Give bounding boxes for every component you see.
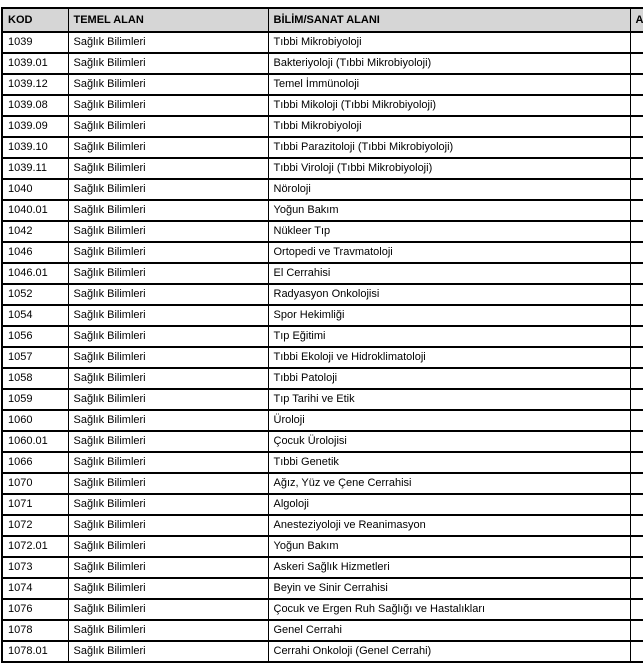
kod-cell: 1046.01	[2, 263, 68, 284]
clipped-cell	[630, 158, 643, 179]
column-header-clipped: A	[630, 8, 643, 32]
table-row	[2, 305, 643, 326]
clipped-cell	[630, 536, 643, 557]
column-header-temel-alan: TEMEL ALAN	[68, 8, 268, 32]
temel-alan-cell: Sağlık Bilimleri	[68, 494, 268, 515]
table-row	[2, 137, 643, 158]
clipped-cell	[630, 452, 643, 473]
bilim-sanat-alani-cell: Anesteziyoloji ve Reanimasyon	[268, 515, 630, 536]
kod-cell: 1071	[2, 494, 68, 515]
kod-cell: 1076	[2, 599, 68, 620]
column-header-bilim-sanat-alani: BİLİM/SANAT ALANI	[268, 8, 630, 32]
table-row	[2, 32, 643, 53]
clipped-cell	[630, 74, 643, 95]
table-row	[2, 536, 643, 557]
kod-cell: 1056	[2, 326, 68, 347]
table-row	[2, 242, 643, 263]
clipped-cell	[630, 599, 643, 620]
table-row	[2, 431, 643, 452]
table-header	[2, 8, 643, 32]
temel-alan-cell: Sağlık Bilimleri	[68, 158, 268, 179]
table-row	[2, 158, 643, 179]
table-row	[2, 221, 643, 242]
table-row	[2, 410, 643, 431]
clipped-cell	[630, 347, 643, 368]
temel-alan-cell: Sağlık Bilimleri	[68, 431, 268, 452]
kod-cell: 1039.01	[2, 53, 68, 74]
temel-alan-cell: Sağlık Bilimleri	[68, 53, 268, 74]
table-row	[2, 557, 643, 578]
clipped-cell	[630, 557, 643, 578]
kod-cell: 1072.01	[2, 536, 68, 557]
kod-cell: 1040	[2, 179, 68, 200]
table-row	[2, 494, 643, 515]
bilim-sanat-alani-cell: Tıbbi Ekoloji ve Hidroklimatoloji	[268, 347, 630, 368]
table-row	[2, 74, 643, 95]
clipped-cell	[630, 410, 643, 431]
bilim-sanat-alani-cell: Radyasyon Onkolojisi	[268, 284, 630, 305]
column-header-kod: KOD	[2, 8, 68, 32]
table-row	[2, 200, 643, 221]
kod-cell: 1039.10	[2, 137, 68, 158]
temel-alan-cell: Sağlık Bilimleri	[68, 74, 268, 95]
table-row	[2, 95, 643, 116]
table-row	[2, 326, 643, 347]
temel-alan-cell: Sağlık Bilimleri	[68, 179, 268, 200]
table-row	[2, 473, 643, 494]
bilim-sanat-alani-cell: Ağız, Yüz ve Çene Cerrahisi	[268, 473, 630, 494]
bilim-sanat-alani-cell: Algoloji	[268, 494, 630, 515]
kod-cell: 1070	[2, 473, 68, 494]
table-row	[2, 641, 643, 662]
temel-alan-cell: Sağlık Bilimleri	[68, 578, 268, 599]
bilim-sanat-alani-cell: Tıbbi Mikrobiyoloji	[268, 116, 630, 137]
kod-cell: 1074	[2, 578, 68, 599]
clipped-cell	[630, 116, 643, 137]
bilim-sanat-alani-cell: Cerrahi Onkoloji (Genel Cerrahi)	[268, 641, 630, 662]
table-row	[2, 368, 643, 389]
temel-alan-cell: Sağlık Bilimleri	[68, 326, 268, 347]
table-body	[2, 32, 643, 662]
clipped-cell	[630, 221, 643, 242]
header-row	[2, 8, 643, 32]
bilim-sanat-alani-cell: Spor Hekimliği	[268, 305, 630, 326]
table-row	[2, 284, 643, 305]
temel-alan-cell: Sağlık Bilimleri	[68, 221, 268, 242]
clipped-cell	[630, 242, 643, 263]
bilim-sanat-alani-cell: Genel Cerrahi	[268, 620, 630, 641]
clipped-cell	[630, 494, 643, 515]
clipped-cell	[630, 389, 643, 410]
temel-alan-cell: Sağlık Bilimleri	[68, 368, 268, 389]
clipped-cell	[630, 53, 643, 74]
temel-alan-cell: Sağlık Bilimleri	[68, 473, 268, 494]
table-row	[2, 347, 643, 368]
table-row	[2, 578, 643, 599]
temel-alan-cell: Sağlık Bilimleri	[68, 410, 268, 431]
clipped-cell	[630, 326, 643, 347]
clipped-cell	[630, 95, 643, 116]
temel-alan-cell: Sağlık Bilimleri	[68, 347, 268, 368]
bilim-sanat-alani-cell: Tıbbi Viroloji (Tıbbi Mikrobiyoloji)	[268, 158, 630, 179]
temel-alan-cell: Sağlık Bilimleri	[68, 536, 268, 557]
table-row	[2, 389, 643, 410]
temel-alan-cell: Sağlık Bilimleri	[68, 32, 268, 53]
bilim-sanat-alani-cell: Çocuk Ürolojisi	[268, 431, 630, 452]
bilim-sanat-alani-cell: Askeri Sağlık Hizmetleri	[268, 557, 630, 578]
bilim-sanat-alani-cell: Yoğun Bakım	[268, 536, 630, 557]
kod-cell: 1039.12	[2, 74, 68, 95]
clipped-cell	[630, 515, 643, 536]
clipped-cell	[630, 305, 643, 326]
temel-alan-cell: Sağlık Bilimleri	[68, 242, 268, 263]
clipped-cell	[630, 32, 643, 53]
kod-cell: 1078.01	[2, 641, 68, 662]
kod-cell: 1039.09	[2, 116, 68, 137]
temel-alan-cell: Sağlık Bilimleri	[68, 389, 268, 410]
kod-cell: 1078	[2, 620, 68, 641]
bilim-sanat-alani-cell: Çocuk ve Ergen Ruh Sağlığı ve Hastalıkları	[268, 599, 630, 620]
clipped-cell	[630, 179, 643, 200]
clipped-cell	[630, 368, 643, 389]
kod-cell: 1058	[2, 368, 68, 389]
bilim-sanat-alani-cell: Ortopedi ve Travmatoloji	[268, 242, 630, 263]
bilim-sanat-alani-cell: Tıbbi Parazitoloji (Tıbbi Mikrobiyoloji)	[268, 137, 630, 158]
temel-alan-cell: Sağlık Bilimleri	[68, 263, 268, 284]
kod-cell: 1040.01	[2, 200, 68, 221]
clipped-cell	[630, 431, 643, 452]
clipped-cell	[630, 137, 643, 158]
kod-cell: 1060.01	[2, 431, 68, 452]
clipped-cell	[630, 578, 643, 599]
bilim-sanat-alani-cell: Temel İmmünoloji	[268, 74, 630, 95]
temel-alan-cell: Sağlık Bilimleri	[68, 200, 268, 221]
temel-alan-cell: Sağlık Bilimleri	[68, 599, 268, 620]
bilim-sanat-alani-cell: Nükleer Tıp	[268, 221, 630, 242]
bilim-sanat-alani-cell: Tıbbi Patoloji	[268, 368, 630, 389]
clipped-cell	[630, 200, 643, 221]
temel-alan-cell: Sağlık Bilimleri	[68, 284, 268, 305]
temel-alan-cell: Sağlık Bilimleri	[68, 641, 268, 662]
alan-kod-table	[1, 7, 643, 663]
temel-alan-cell: Sağlık Bilimleri	[68, 557, 268, 578]
bilim-sanat-alani-cell: Tıp Tarihi ve Etik	[268, 389, 630, 410]
bilim-sanat-alani-cell: Yoğun Bakım	[268, 200, 630, 221]
temel-alan-cell: Sağlık Bilimleri	[68, 620, 268, 641]
bilim-sanat-alani-cell: Nöroloji	[268, 179, 630, 200]
kod-cell: 1052	[2, 284, 68, 305]
kod-cell: 1039	[2, 32, 68, 53]
table-row	[2, 179, 643, 200]
bilim-sanat-alani-cell: Bakteriyoloji (Tıbbi Mikrobiyoloji)	[268, 53, 630, 74]
kod-cell: 1039.11	[2, 158, 68, 179]
kod-cell: 1054	[2, 305, 68, 326]
bilim-sanat-alani-cell: Beyin ve Sinir Cerrahisi	[268, 578, 630, 599]
clipped-cell	[630, 620, 643, 641]
kod-cell: 1057	[2, 347, 68, 368]
kod-cell: 1039.08	[2, 95, 68, 116]
clipped-cell	[630, 641, 643, 662]
temel-alan-cell: Sağlık Bilimleri	[68, 137, 268, 158]
table-row	[2, 452, 643, 473]
clipped-cell	[630, 263, 643, 284]
table-row	[2, 116, 643, 137]
kod-cell: 1042	[2, 221, 68, 242]
clipped-cell	[630, 284, 643, 305]
temel-alan-cell: Sağlık Bilimleri	[68, 95, 268, 116]
kod-cell: 1072	[2, 515, 68, 536]
temel-alan-cell: Sağlık Bilimleri	[68, 305, 268, 326]
kod-cell: 1073	[2, 557, 68, 578]
kod-cell: 1046	[2, 242, 68, 263]
table-row	[2, 53, 643, 74]
temel-alan-cell: Sağlık Bilimleri	[68, 452, 268, 473]
bilim-sanat-alani-cell: Tıbbi Genetik	[268, 452, 630, 473]
table-row	[2, 620, 643, 641]
kod-cell: 1066	[2, 452, 68, 473]
bilim-sanat-alani-cell: El Cerrahisi	[268, 263, 630, 284]
bilim-sanat-alani-cell: Tıp Eğitimi	[268, 326, 630, 347]
clipped-cell	[630, 473, 643, 494]
temel-alan-cell: Sağlık Bilimleri	[68, 515, 268, 536]
kod-cell: 1060	[2, 410, 68, 431]
table-row	[2, 515, 643, 536]
bilim-sanat-alani-cell: Üroloji	[268, 410, 630, 431]
temel-alan-cell: Sağlık Bilimleri	[68, 116, 268, 137]
table-row	[2, 599, 643, 620]
bilim-sanat-alani-cell: Tıbbi Mikoloji (Tıbbi Mikrobiyoloji)	[268, 95, 630, 116]
table-row	[2, 263, 643, 284]
bilim-sanat-alani-cell: Tıbbi Mikrobiyoloji	[268, 32, 630, 53]
kod-cell: 1059	[2, 389, 68, 410]
